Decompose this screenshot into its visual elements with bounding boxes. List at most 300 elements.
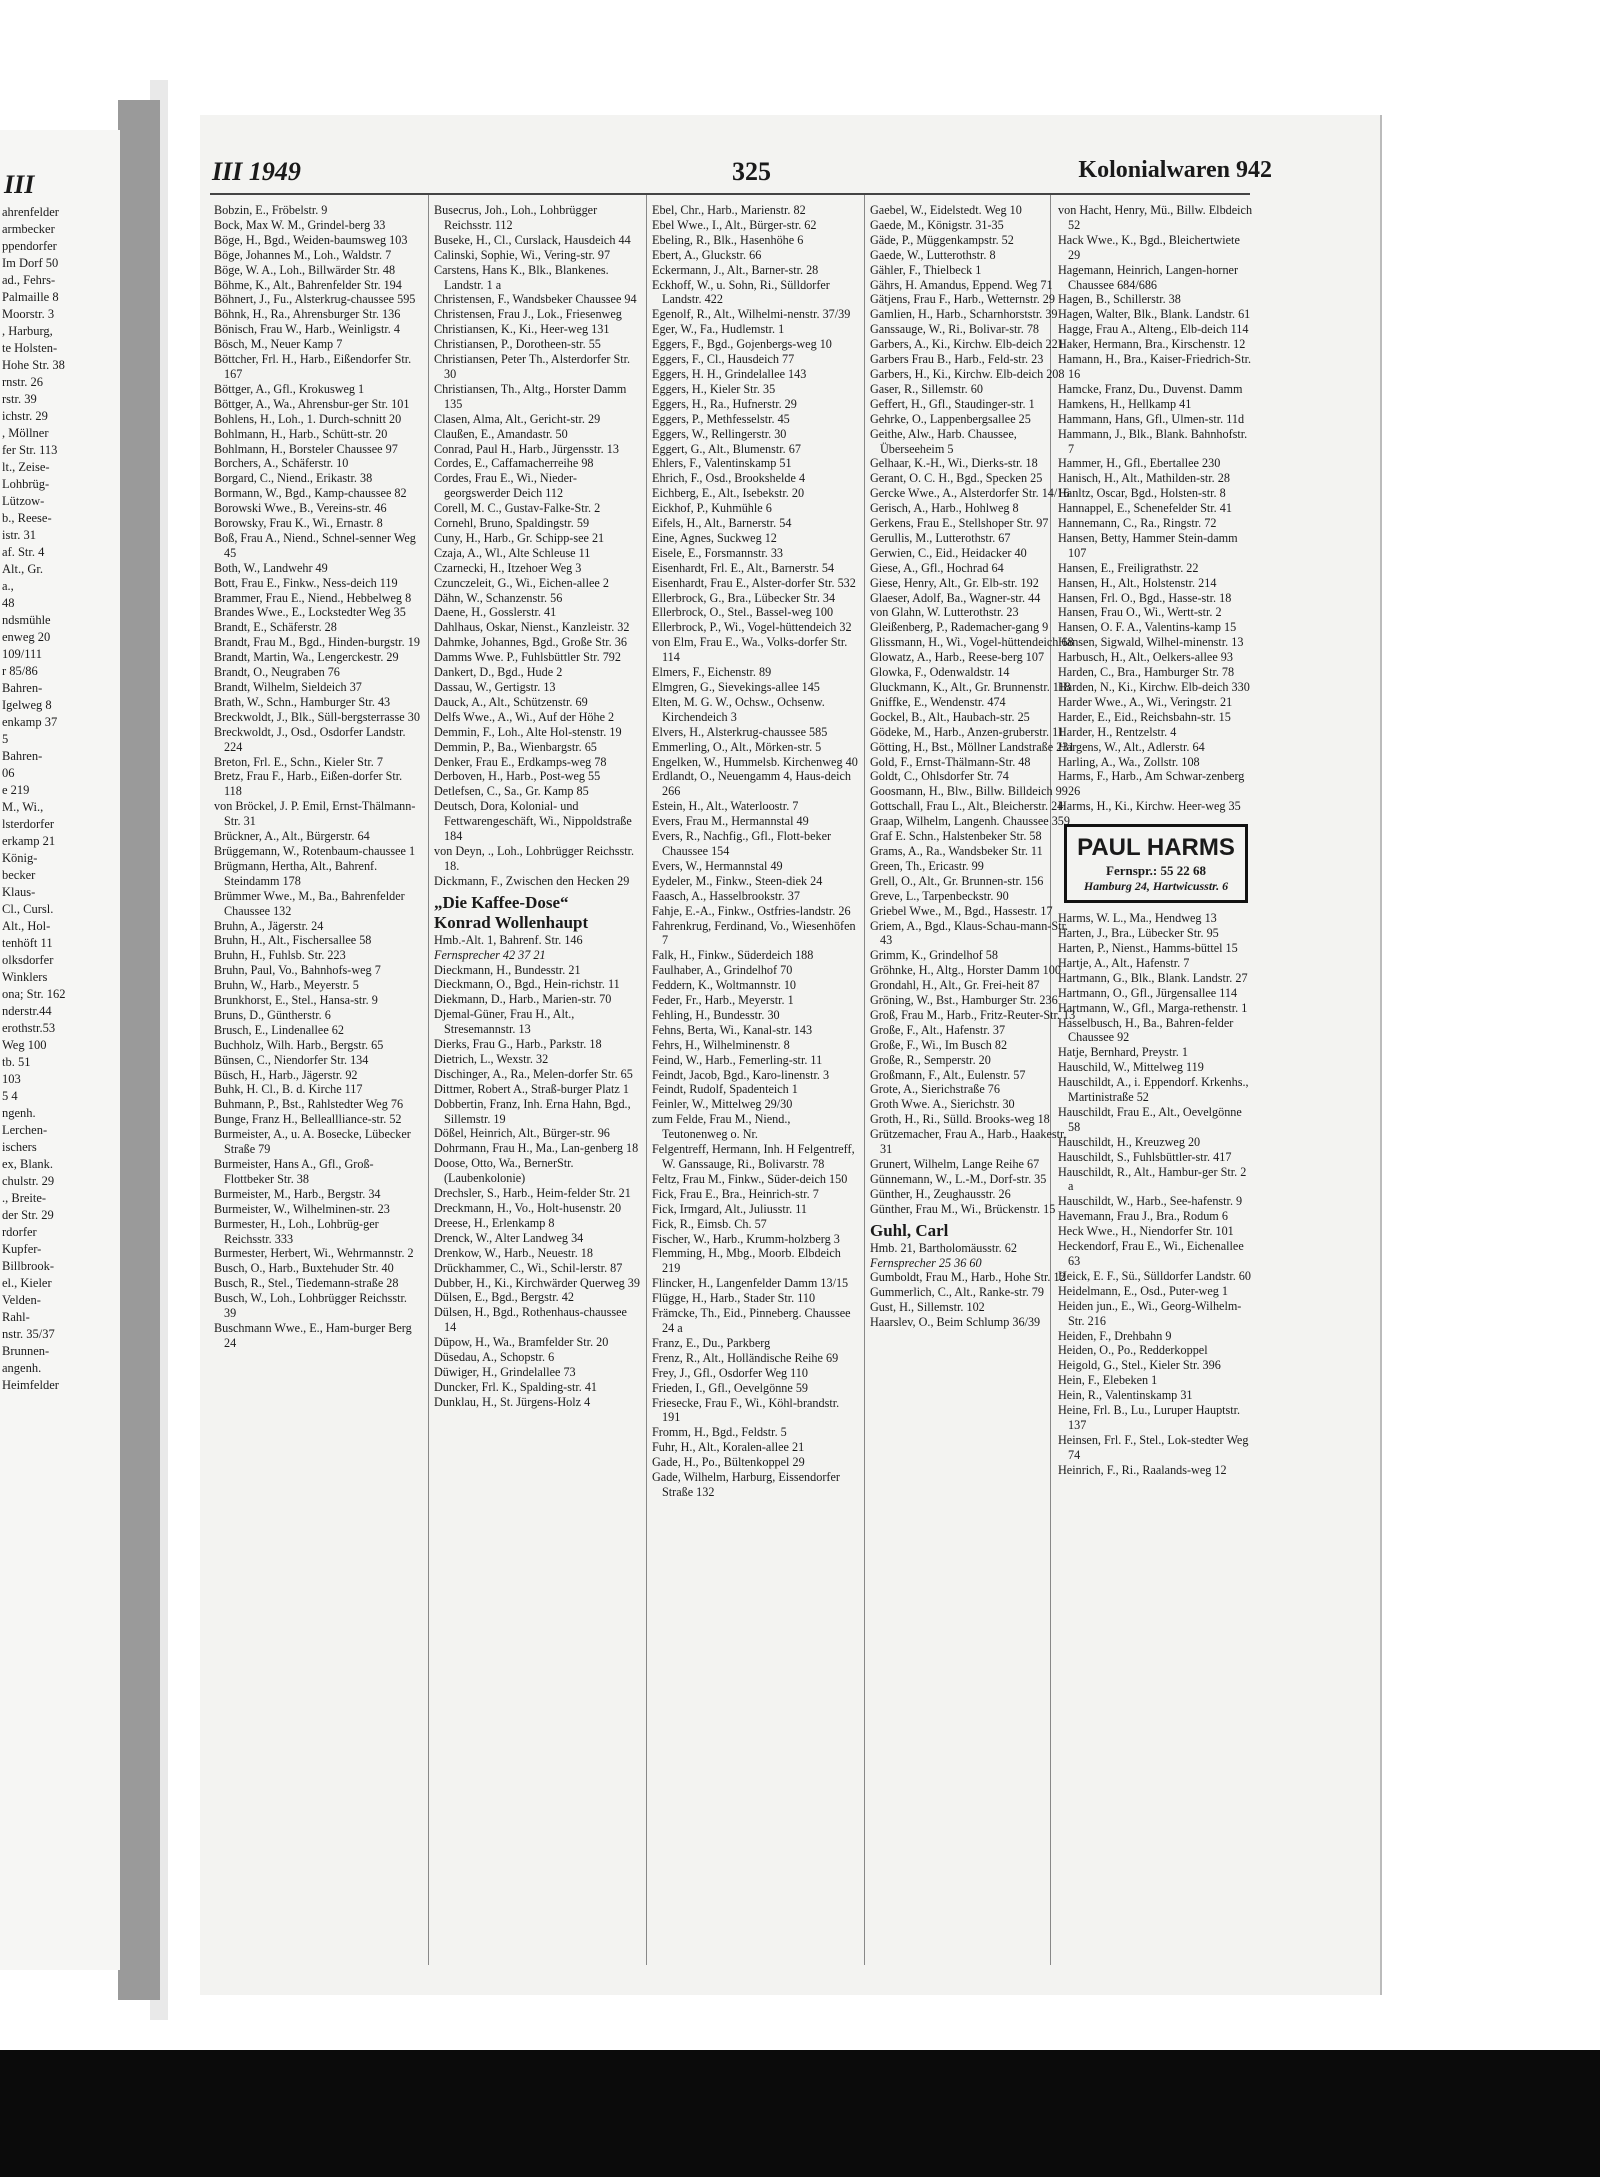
directory-entry: Claußen, E., Amandastr. 50 (434, 426, 568, 441)
directory-entry: Bobzin, E., Fröbelstr. 9 (214, 203, 328, 217)
directory-entry: Derboven, H., Harb., Post-weg 55 (434, 769, 601, 784)
directory-entry: Große, R., Semperstr. 20 (870, 1052, 991, 1067)
directory-entry: Gumboldt, Frau M., Harb., Hohe Str. 12 (870, 1270, 1066, 1285)
directory-entry: Glowatz, A., Harb., Reese-berg 107 (870, 650, 1045, 665)
directory-entry: Demmin, F., Loh., Alte Hol-stenstr. 19 (434, 724, 622, 739)
directory-entry: Diekmann, D., Harb., Marien-str. 70 (434, 992, 612, 1007)
directory-entry: Grimm, K., Grindelhof 58 (870, 948, 998, 963)
directory-entry: Bruhn, Paul, Vo., Bahnhofs-weg 7 (214, 963, 381, 978)
directory-entry: Dobbertin, Franz, Inh. Erna Hahn, Bgd., Sillemstr. 19 (434, 1096, 631, 1126)
left-page-line: Weg 100 (2, 1038, 47, 1052)
advertisement-box (1064, 824, 1248, 903)
directory-entry: Dülsen, E., Bgd., Bergstr. 42 (434, 1290, 574, 1305)
directory-entry: Hansen, O. F. A., Valentins-kamp 15 (1058, 620, 1237, 635)
directory-entry: Faulhaber, A., Grindelhof 70 (652, 963, 793, 978)
directory-entry: Deutsch, Dora, Kolonial- und Fettwarengeschäft, Wi., Nippoldstraße 184 (434, 799, 632, 844)
directory-entry: Clasen, Alma, Alt., Gericht-str. 29 (434, 411, 601, 426)
left-page-line: erkamp 21 (2, 834, 56, 848)
directory-entry: Buschmann Wwe., E., Ham-burger Berg 24 (214, 1320, 412, 1350)
left-page-line: Lohbrüg- (2, 477, 50, 491)
directory-entry: Buchholz, Wilh. Harb., Bergstr. 65 (214, 1037, 384, 1052)
directory-entry: Bohlmann, H., Harb., Schütt-str. 20 (214, 426, 388, 441)
left-page-line: ichstr. 29 (2, 409, 48, 423)
left-page-line: Velden- (2, 1293, 41, 1307)
directory-entry: Frenz, R., Alt., Holländische Reihe 69 (652, 1350, 839, 1365)
directory-entry: Heick, E. F., Sü., Sülldorfer Landstr. 60 (1058, 1268, 1251, 1283)
directory-entry: Dierks, Frau G., Harb., Parkstr. 18 (434, 1037, 602, 1052)
directory-entry: Fahje, E.-A., Finkw., Ostfries-landstr. 26 (652, 903, 851, 918)
directory-entry: Dößel, Heinrich, Alt., Bürger-str. 96 (434, 1126, 610, 1141)
directory-entry: Giese, Henry, Alt., Gr. Elb-str. 192 (870, 575, 1039, 590)
directory-entry: Gerisch, A., Harb., Hohlweg 8 (870, 501, 1019, 516)
directory-entry: Gätjens, Frau F., Harb., Wetternstr. 29 (870, 292, 1055, 307)
left-page-line: chulstr. 29 (2, 1174, 55, 1188)
directory-entry: Garbers Frau B., Harb., Feld-str. 23 (870, 352, 1044, 367)
left-page-line: armbecker (2, 222, 55, 236)
directory-entry: Gähler, F., Thielbeck 1 (870, 262, 982, 277)
left-page-line: enweg 20 (2, 630, 51, 644)
directory-entry: Hauschildt, R., Alt., Hambur-ger Str. 2 a (1058, 1164, 1247, 1194)
directory-entry: von Glahn, W. Lutterothstr. 23 (870, 605, 1019, 620)
left-page-line: Palmaille 8 (2, 290, 59, 304)
directory-entry: Havemann, Frau J., Bra., Rodum 6 (1058, 1209, 1228, 1224)
left-page-line: ahrenfelder (2, 205, 59, 219)
directory-entry: Ebert, A., Gluckstr. 66 (652, 247, 762, 262)
left-page-line: tb. 51 (2, 1055, 31, 1069)
directory-entry: Bohlmann, H., Borsteler Chaussee 97 (214, 441, 398, 456)
directory-entry: Fahrenkrug, Ferdinand, Vo., Wiesenhöfen 7 (652, 918, 856, 948)
directory-entry: Bohlens, H., Loh., 1. Durch-schnitt 20 (214, 411, 402, 426)
column-divider (428, 195, 429, 1965)
directory-entry: Heiden jun., E., Wi., Georg-Wilhelm-Str. 216 (1058, 1298, 1242, 1328)
directory-entry: Eckermann, J., Alt., Barner-str. 28 (652, 262, 819, 277)
directory-entry: Ellerbrock, O., Stel., Bassel-weg 100 (652, 605, 834, 620)
directory-entry: Haker, Hermann, Bra., Kirschenstr. 12 (1058, 337, 1246, 352)
firm-entry-kaffee-dose (434, 893, 640, 963)
directory-entry: Hanisch, H., Alt., Mathilden-str. 28 (1058, 471, 1230, 486)
directory-entry: Feind, W., Harb., Femerling-str. 11 (652, 1052, 823, 1067)
directory-entry: Hanltz, Oscar, Bgd., Holsten-str. 8 (1058, 486, 1226, 501)
directory-entry: Büsch, H., Harb., Jägerstr. 92 (214, 1067, 358, 1082)
directory-entry: Eggers, F., Cl., Hausdeich 77 (652, 352, 795, 367)
directory-entry: zum Felde, Frau M., Niend., Teutonenweg o. Nr. (652, 1112, 791, 1142)
directory-entry: Harling, A., Wa., Zollstr. 108 (1058, 754, 1200, 769)
directory-entry: Eine, Agnes, Suckweg 12 (652, 530, 777, 545)
directory-entry: Harder Wwe., A., Wi., Veringstr. 21 (1058, 694, 1233, 709)
left-page-line: 5 4 (2, 1089, 18, 1103)
directory-entry: Drechsler, S., Harb., Heim-felder Str. 21 (434, 1186, 631, 1201)
left-page-line: Kupfer- (2, 1242, 42, 1256)
directory-entry: Gerkens, Frau E., Stellshoper Str. 97 (870, 516, 1049, 531)
directory-entry: Christiansen, K., Ki., Heer-weg 131 (434, 322, 610, 337)
directory-entry: Dieckmann, H., Bundesstr. 21 (434, 962, 581, 977)
left-page-line: r 85/86 (2, 664, 38, 678)
directory-entry: Gottschall, Frau L., Alt., Bleicherstr. 24 (870, 799, 1064, 814)
directory-entry: Delfs Wwe., A., Wi., Auf der Höhe 2 (434, 709, 615, 724)
directory-entry: Flemming, H., Mbg., Moorb. Elbdeich 219 (652, 1246, 841, 1276)
left-page-line: rnstr. 26 (2, 375, 43, 389)
directory-entry: Evers, W., Hermannstal 49 (652, 858, 783, 873)
left-page-line: 103 (2, 1072, 21, 1086)
directory-entry: Cornehl, Bruno, Spaldingstr. 59 (434, 516, 590, 531)
directory-entry: Brügmann, Hertha, Alt., Bahrenf. Steindamm 178 (214, 858, 378, 888)
directory-entry: Breckwoldt, J., Blk., Süll-bergsterrasse 30 (214, 709, 420, 724)
directory-entry: Gade, H., Po., Bültenkoppel 29 (652, 1455, 805, 1470)
directory-entry: Groß, Frau M., Harb., Fritz-Reuter-Str. 13 (870, 1007, 1076, 1022)
directory-entry: Hagen, B., Schillerstr. 38 (1058, 292, 1181, 307)
directory-entry: Gerwien, C., Eid., Heidacker 40 (870, 545, 1027, 560)
directory-entry: Harbusch, H., Alt., Oelkers-allee 93 (1058, 650, 1233, 665)
directory-entry: Christiansen, Th., Altg., Horster Damm 135 (434, 381, 627, 411)
directory-entry: Eckhoff, W., u. Sohn, Ri., Sülldorfer Landstr. 422 (652, 277, 830, 307)
directory-entry: Denker, Frau E., Erdkamps-weg 78 (434, 754, 607, 769)
directory-entry: Gluckmann, K., Alt., Gr. Brunnenstr. 118 (870, 680, 1071, 694)
directory-entry: Gleißenberg, P., Rademacher-gang 9 (870, 620, 1049, 635)
left-page-header: III (4, 170, 35, 199)
directory-entry: Ebel Wwe., I., Alt., Bürger-str. 62 (652, 217, 817, 232)
directory-entry: Cuny, H., Harb., Gr. Schipp-see 21 (434, 530, 605, 545)
left-page-line: 06 (2, 766, 15, 780)
directory-entry: Eger, W., Fa., Hudlemstr. 1 (652, 322, 785, 337)
directory-entry: Demmin, P., Ba., Wienbargstr. 65 (434, 739, 597, 754)
directory-column-4 (870, 203, 1076, 1963)
directory-entry: Borgard, C., Niend., Erikastr. 38 (214, 471, 373, 486)
directory-entry: Estein, H., Alt., Waterloostr. 7 (652, 799, 799, 814)
directory-entry: Boß, Frau A., Niend., Schnel-senner Weg 45 (214, 530, 416, 560)
directory-entry: Drenck, W., Alter Landweg 34 (434, 1230, 584, 1245)
directory-entry: Hansen, Frl. O., Bgd., Hasse-str. 18 (1058, 590, 1232, 605)
directory-entry: Gödeke, M., Harb., Anzen-gruberstr. 11 (870, 724, 1064, 739)
directory-entry: Brandes Wwe., E., Lockstedter Weg 35 (214, 605, 406, 620)
directory-entry: Gerant, O. C. H., Bgd., Specken 25 (870, 471, 1043, 486)
directory-entry: Böttcher, Frl. H., Harb., Eißendorfer Str. 167 (214, 352, 412, 381)
directory-entry: Frey, J., Gfl., Osdorfer Weg 110 (652, 1365, 808, 1380)
directory-entry: Gröhnke, H., Altg., Horster Damm 100 (870, 963, 1061, 978)
directory-entry: Felgentreff, Hermann, Inh. H Felgentreff, W. Ganssauge, Ri., Bolivarstr. 78 (652, 1142, 855, 1171)
directory-entry: Gaebel, W., Eidelstedt. Weg 10 (870, 203, 1022, 217)
left-page-line: erothstr.53 (2, 1021, 56, 1035)
directory-entry: Damms Wwe. P., Fuhlsbüttler Str. 792 (434, 650, 621, 665)
directory-entry: Burmeister, W., Wilhelminen-str. 23 (214, 1201, 390, 1216)
directory-entry: Dietrich, L., Wexstr. 32 (434, 1051, 549, 1066)
directory-entry: Grondahl, H., Alt., Gr. Frei-heit 87 (870, 978, 1040, 993)
directory-entry: Detlefsen, C., Sa., Gr. Kamp 85 (434, 784, 589, 799)
directory-column-2 (434, 203, 640, 1963)
directory-entry: Dauck, A., Alt., Schützenstr. 69 (434, 694, 588, 709)
directory-column-1 (214, 203, 420, 1963)
directory-entry: Griem, A., Bgd., Klaus-Schau-mann-Str. 43 (870, 918, 1069, 948)
directory-entry: Egenolf, R., Alt., Wilhelmi-nenstr. 37/39 (652, 307, 851, 322)
directory-entry: Czarnecki, H., Itzehoer Weg 3 (434, 560, 582, 575)
directory-entry: Elmgren, G., Sievekings-allee 145 (652, 680, 820, 694)
left-page-line: König- (2, 851, 38, 865)
directory-entry: Fick, Frau E., Bra., Heinrich-str. 7 (652, 1186, 819, 1201)
directory-entry: Flügge, H., Harb., Stader Str. 110 (652, 1291, 816, 1306)
firm-address: Hmb. 21, Bartholomäusstr. 62 (870, 1240, 1017, 1255)
directory-entry: Bruhn, H., Alt., Fischersallee 58 (214, 933, 372, 948)
directory-entry: Eydeler, M., Finkw., Steen-diek 24 (652, 873, 823, 888)
directory-entry: Bruhn, H., Fuhlsb. Str. 223 (214, 948, 346, 963)
directory-entry: Böhnk, H., Ra., Ahrensburger Str. 136 (214, 307, 401, 322)
directory-entry: Buseke, H., Cl., Curslack, Hausdeich 44 (434, 232, 631, 247)
left-page-line: Brunnen- (2, 1344, 50, 1358)
directory-entry: Grote, A., Sierichstraße 76 (870, 1082, 1000, 1097)
directory-entry: Brammer, Frau E., Niend., Hebbelweg 8 (214, 590, 412, 605)
left-page-fragment (0, 130, 120, 1970)
directory-entry: Eggers, H., Kieler Str. 35 (652, 381, 776, 396)
directory-entry: Cordes, Frau E., Wi., Nieder-georgswerder Deich 112 (434, 471, 577, 501)
directory-entry: Bönisch, Frau W., Harb., Weinligstr. 4 (214, 322, 400, 337)
directory-entry: Elvers, H., Alsterkrug-chaussee 585 (652, 724, 828, 739)
directory-entry: Ehlers, F., Valentinskamp 51 (652, 456, 792, 471)
firm-name: „Die Kaffee-Dose“ (434, 892, 569, 912)
directory-entry: Eifels, H., Alt., Barnerstr. 54 (652, 516, 792, 531)
directory-entry: von Elm, Frau E., Wa., Volks-dorfer Str. 114 (652, 635, 848, 665)
left-page-line: ex, Blank. (2, 1157, 54, 1171)
directory-entry: Harms, W. L., Ma., Hendweg 13 (1058, 911, 1217, 926)
directory-entry: Glissmann, H., Wi., Vogel-hüttendeich 68 (870, 635, 1074, 650)
directory-entry: Böttger, A., Gfl., Krokusweg 1 (214, 381, 365, 396)
directory-entry: Dischinger, A., Ra., Melen-dorfer Str. 65 (434, 1066, 633, 1081)
left-page-line: nderstr.44 (2, 1004, 52, 1018)
directory-entry: Christiansen, Peter Th., Alsterdorfer Str. 30 (434, 352, 631, 381)
directory-entry: Frieden, I., Gfl., Oevelgönne 59 (652, 1380, 809, 1395)
directory-entry: Böge, Johannes M., Loh., Waldstr. 7 (214, 247, 392, 262)
directory-entry: Djemal-Güner, Frau H., Alt., Stresemannstr. 13 (434, 1007, 575, 1037)
ad-address: Hamburg 24, Hartwicusstr. 6 (1083, 879, 1229, 894)
directory-entry: Eickhof, P., Kuhmühle 6 (652, 501, 772, 516)
left-page-line: rstr. 39 (2, 392, 37, 406)
ad-phone: Fernspr.: 55 22 68 (1106, 863, 1206, 879)
directory-entry: Groth Wwe. A., Sierichstr. 30 (870, 1097, 1015, 1112)
left-page-line: te Holsten- (2, 341, 58, 355)
directory-entry: Ehrich, F., Osd., Brookshelde 4 (652, 471, 806, 486)
directory-entry: Borowski Wwe., B., Vereins-str. 46 (214, 501, 387, 516)
directory-entry: Feddern, K., Woltmannstr. 10 (652, 978, 797, 993)
directory-entry: Buhk, H. Cl., B. d. Kirche 117 (214, 1082, 363, 1097)
directory-entry: Grunert, Wilhelm, Lange Reihe 67 (870, 1157, 1040, 1171)
directory-entry: Eggers, H. H., Grindelallee 143 (652, 366, 807, 381)
left-page-line: Hohe Str. 38 (2, 358, 65, 372)
directory-entry: Große, F., Alt., Hafenstr. 37 (870, 1022, 1006, 1037)
left-page-line: a., (2, 579, 14, 593)
directory-entry: Böhme, K., Alt., Bahrenfelder Str. 194 (214, 277, 402, 292)
directory-entry: Hauschild, W., Mittelweg 119 (1058, 1060, 1204, 1075)
left-page-lines (0, 204, 120, 1394)
left-page-line: 109/111 (2, 647, 43, 661)
left-page-line: Heimfelder (2, 1378, 59, 1392)
left-page-line: Billbrook- (2, 1259, 55, 1273)
directory-entry: Hannappel, E., Schenefelder Str. 41 (1058, 501, 1232, 516)
left-page-line: ndsmühle (2, 613, 51, 627)
directory-entry: Feindt, Rudolf, Spadenteich 1 (652, 1082, 798, 1097)
directory-entry: Burmester, H., Loh., Lohbrüg-ger Reichsstr. 333 (214, 1216, 379, 1246)
directory-entry: Burmeister, A., u. A. Bosecke, Lübecker Straße 79 (214, 1127, 411, 1157)
directory-entry: Harder, E., Eid., Reichsbahn-str. 15 (1058, 709, 1231, 724)
directory-entry: Gust, H., Sillemstr. 102 (870, 1300, 985, 1315)
directory-entry: Eisenhardt, Frau E., Alster-dorfer Str. 532 (652, 575, 856, 590)
directory-entry: Gade, Wilhelm, Harburg, Eissendorfer Straße 132 (652, 1470, 840, 1499)
directory-entry: Hansen, Sigwald, Wilhel-minenstr. 13 (1058, 635, 1244, 650)
directory-entry: Dähn, W., Schanzenstr. 56 (434, 590, 563, 605)
directory-entry: Greve, L., Tarpenbeckstr. 90 (870, 888, 1009, 903)
directory-entry: Hauschildt, W., Harb., See-hafenstr. 9 (1058, 1194, 1243, 1209)
directory-entry: Ellerbrock, G., Bra., Lübecker Str. 34 (652, 590, 836, 605)
directory-entry: Hartmann, G., Blk., Blank. Landstr. 27 (1058, 970, 1248, 985)
directory-entry: Eggers, W., Rellingerstr. 30 (652, 426, 787, 441)
directory-entry: Gniffke, E., Wendenstr. 474 (870, 694, 1006, 709)
directory-entry: Garbers, A., Ki., Kirchw. Elb-deich 221 (870, 337, 1064, 352)
left-page-line: , Harburg, (2, 324, 53, 338)
directory-entry: Haarslev, O., Beim Schlump 36/39 (870, 1315, 1041, 1330)
scan-background (0, 2050, 1600, 2177)
directory-entry: Götting, H., Bst., Möllner Landstraße 231 (870, 739, 1075, 754)
directory-entry: Dickmann, F., Zwischen den Hecken 29 (434, 873, 630, 888)
left-page-line: 5 (2, 732, 9, 746)
directory-entry: Eggers, P., Methfesselstr. 45 (652, 411, 790, 426)
directory-entry: Bunge, Franz H., Belleallliance-str. 52 (214, 1112, 402, 1127)
directory-entry: Daene, H., Gosslerstr. 41 (434, 605, 557, 620)
directory-entry: Goldt, C., Ohlsdorfer Str. 74 (870, 769, 1009, 784)
directory-entry: Heck Wwe., H., Niendorfer Str. 101 (1058, 1224, 1234, 1239)
directory-entry: Dittmer, Robert A., Straß-burger Platz 1 (434, 1081, 629, 1096)
directory-entry: Brath, W., Schn., Hamburger Str. 43 (214, 694, 391, 709)
directory-entry: Günther, H., Zeughausstr. 26 (870, 1186, 1011, 1201)
left-page-line: 48 (2, 596, 15, 610)
directory-entry: Brandt, Frau M., Bgd., Hinden-burgstr. 19 (214, 635, 420, 650)
directory-entry: Emmerling, O., Alt., Mörken-str. 5 (652, 739, 822, 754)
directory-entry: Eisele, E., Forsmannstr. 33 (652, 545, 784, 560)
directory-entry: Fehns, Berta, Wi., Kanal-str. 143 (652, 1022, 813, 1037)
directory-entry: Groth, H., Ri., Sülld. Brooks-weg 18 (870, 1112, 1050, 1127)
directory-entry: von Hacht, Henry, Mü., Billw. Elbdeich 52 (1058, 203, 1253, 232)
left-page-line: Alt., Hol- (2, 919, 51, 933)
directory-entry: Hannemann, C., Ra., Ringstr. 72 (1058, 516, 1217, 531)
directory-entry: Ganssauge, W., Ri., Bolivar-str. 78 (870, 322, 1040, 337)
directory-entry: Ebel, Chr., Harb., Marienstr. 82 (652, 203, 806, 217)
firm-entry-guhl (870, 1221, 1076, 1271)
page-header (212, 157, 1272, 193)
directory-entry: Feinler, W., Mittelweg 29/30 (652, 1097, 793, 1112)
directory-entry: Hartje, A., Alt., Hafenstr. 7 (1058, 955, 1190, 970)
directory-entry: Fromm, H., Bgd., Feldstr. 5 (652, 1425, 787, 1440)
directory-entry: Hartmann, W., Gfl., Marga-rethenstr. 1 (1058, 1000, 1248, 1015)
directory-entry: Hamkens, H., Hellkamp 41 (1058, 396, 1192, 411)
directory-entry: Brandt, Martin, Wa., Lengerckestr. 29 (214, 650, 399, 665)
left-page-line: el., Kieler (2, 1276, 52, 1290)
directory-entry: Böge, H., Bgd., Weiden-baumsweg 103 (214, 232, 408, 247)
left-page-line: Rahl- (2, 1310, 30, 1324)
left-page-line: Bahren- (2, 749, 43, 763)
directory-entry: Gröning, W., Bst., Hamburger Str. 236 (870, 993, 1058, 1008)
directory-entry: Hargens, W., Alt., Adlerstr. 64 (1058, 739, 1205, 754)
directory-entry: Hansen, Frau O., Wi., Wertt-str. 2 (1058, 605, 1222, 620)
left-page-line: nstr. 35/37 (2, 1327, 55, 1341)
directory-entry: Gaede, W., Lutterothstr. 8 (870, 247, 996, 262)
left-page-line: Cl., Cursl. (2, 902, 54, 916)
directory-entry: Hamcke, Franz, Du., Duvenst. Damm (1058, 381, 1243, 396)
left-page-line: Alt., Gr. (2, 562, 43, 576)
directory-entry: Heinsen, Frl. F., Stel., Lok-stedter Weg 74 (1058, 1432, 1249, 1462)
directory-entry: Falk, H., Finkw., Süderdeich 188 (652, 948, 814, 963)
left-page-line: istr. 31 (2, 528, 37, 542)
directory-entry: Dunklau, H., St. Jürgens-Holz 4 (434, 1394, 591, 1409)
directory-entry: Hauschildt, A., i. Eppendorf. Krkenhs., Martinistraße 52 (1058, 1075, 1249, 1105)
directory-entry: Feindt, Jacob, Bgd., Karo-linenstr. 3 (652, 1067, 830, 1082)
directory-entry: Griebel Wwe., M., Bgd., Hassestr. 17 (870, 903, 1053, 918)
left-page-line: af. Str. 4 (2, 545, 45, 559)
left-page-line: ngenh. (2, 1106, 36, 1120)
left-page-line: rdorfer (2, 1225, 37, 1239)
directory-entry: Heiden, O., Po., Redderkoppel (1058, 1343, 1208, 1358)
book-spine (118, 100, 160, 2000)
directory-entry: Brandt, E., Schäferstr. 28 (214, 620, 337, 635)
directory-entry: Dankert, D., Bgd., Hude 2 (434, 665, 563, 680)
directory-entry: Czunczeleit, G., Wi., Eichen-allee 2 (434, 575, 609, 590)
directory-entry: Bormann, W., Bgd., Kamp-chaussee 82 (214, 486, 407, 501)
directory-entry: Borchers, A., Schäferstr. 10 (214, 456, 349, 471)
directory-entry: Burmeister, Hans A., Gfl., Groß-Flottbeker Str. 38 (214, 1157, 374, 1186)
directory-entry: Bünsen, C., Niendorfer Str. 134 (214, 1052, 369, 1067)
directory-entry: Graf E. Schn., Halstenbeker Str. 58 (870, 829, 1042, 844)
directory-entry: Hammann, Hans, Gfl., Ulmen-str. 11d (1058, 411, 1245, 426)
directory-entry: Heidelmann, E., Osd., Puter-weg 1 (1058, 1283, 1229, 1298)
directory-entry: Engelken, W., Hummelsb. Kirchenweg 40 (652, 754, 858, 769)
directory-entry: Dassau, W., Gertigstr. 13 (434, 680, 556, 694)
directory-entry: Eisenhardt, Frl. E., Alt., Barnerstr. 54 (652, 560, 835, 575)
directory-entry: Hauschildt, Frau E., Alt., Oevelgönne 58 (1058, 1104, 1242, 1134)
directory-entry: Düwiger, H., Grindelallee 73 (434, 1364, 576, 1379)
directory-entry: Hammer, H., Gfl., Ebertallee 230 (1058, 456, 1221, 471)
directory-entry: Harms, F., Harb., Am Schwar-zenberg 26 (1058, 769, 1245, 799)
directory-entry: Duncker, Frl. K., Spalding-str. 41 (434, 1379, 598, 1394)
directory-entry: Carstens, Hans K., Blk., Blankenes. Landstr. 1 a (434, 262, 609, 292)
directory-entry: Elmers, F., Eichenstr. 89 (652, 665, 772, 680)
directory-entry: Fick, R., Eimsb. Ch. 57 (652, 1216, 767, 1231)
directory-entry: Grützemacher, Frau A., Harb., Haakestr. 31 (870, 1127, 1067, 1157)
directory-entry: Franz, E., Du., Parkberg (652, 1335, 771, 1350)
directory-entry: Dahmke, Johannes, Bgd., Große Str. 36 (434, 635, 627, 650)
firm-owner: Konrad Wollenhaupt (434, 912, 589, 932)
directory-entry: Hagemann, Heinrich, Langen-horner Chaussee 684/686 (1058, 262, 1239, 292)
directory-entry: Gelhaar, K.-H., Wi., Dierks-str. 18 (870, 456, 1038, 471)
directory-entry: Düsedau, A., Schopstr. 6 (434, 1350, 555, 1365)
directory-entry: von Deyn, ., Loh., Lohbrügger Reichsstr. 18. (434, 843, 635, 873)
directory-entry: Christensen, Frau J., Lok., Friesenweg (434, 307, 622, 322)
directory-entry: Brusch, E., Lindenallee 62 (214, 1022, 344, 1037)
directory-entry: Busecrus, Joh., Loh., Lohbrügger Reichsstr. 112 (434, 203, 598, 232)
left-page-line: lsterdorfer (2, 817, 55, 831)
directory-entry: Ellerbrock, P., Wi., Vogel-hüttendeich 32 (652, 620, 852, 635)
directory-entry: Fehrs, H., Wilhelminenstr. 8 (652, 1037, 790, 1052)
directory-entry: Brückner, A., Alt., Bürgerstr. 64 (214, 829, 370, 844)
firm-address: Hmb.-Alt. 1, Bahrenf. Str. 146 (434, 932, 583, 947)
directory-entry: Gaede, M., Königstr. 31-35 (870, 217, 1004, 232)
directory-entry: Brümmer Wwe., M., Ba., Bahrenfelder Chaussee 132 (214, 888, 405, 918)
directory-entry: Giese, A., Gfl., Hochrad 64 (870, 560, 1004, 575)
left-page-line: tenhöft 11 (2, 936, 53, 950)
directory-entry: Hein, F., Elebeken 1 (1058, 1373, 1158, 1388)
directory-entry: Fick, Irmgard, Alt., Juliusstr. 11 (652, 1201, 807, 1216)
directory-entry: Drückhammer, C., Wi., Schil-lerstr. 87 (434, 1260, 623, 1275)
left-page-line: fer Str. 113 (2, 443, 58, 457)
directory-entry: Doose, Otto, Wa., BernerStr. (Laubenkolonie) (434, 1156, 574, 1186)
directory-entry: Gährs, H. Amandus, Eppend. Weg 71 (870, 277, 1053, 292)
directory-entry: Grell, O., Alt., Gr. Brunnen-str. 156 (870, 873, 1044, 888)
left-page-line: lt., Zeise- (2, 460, 50, 474)
directory-entry: Dahlhaus, Oskar, Nienst., Kanzleistr. 32 (434, 620, 630, 635)
directory-entry: Brandt, Wilhelm, Sieldeich 37 (214, 680, 362, 694)
